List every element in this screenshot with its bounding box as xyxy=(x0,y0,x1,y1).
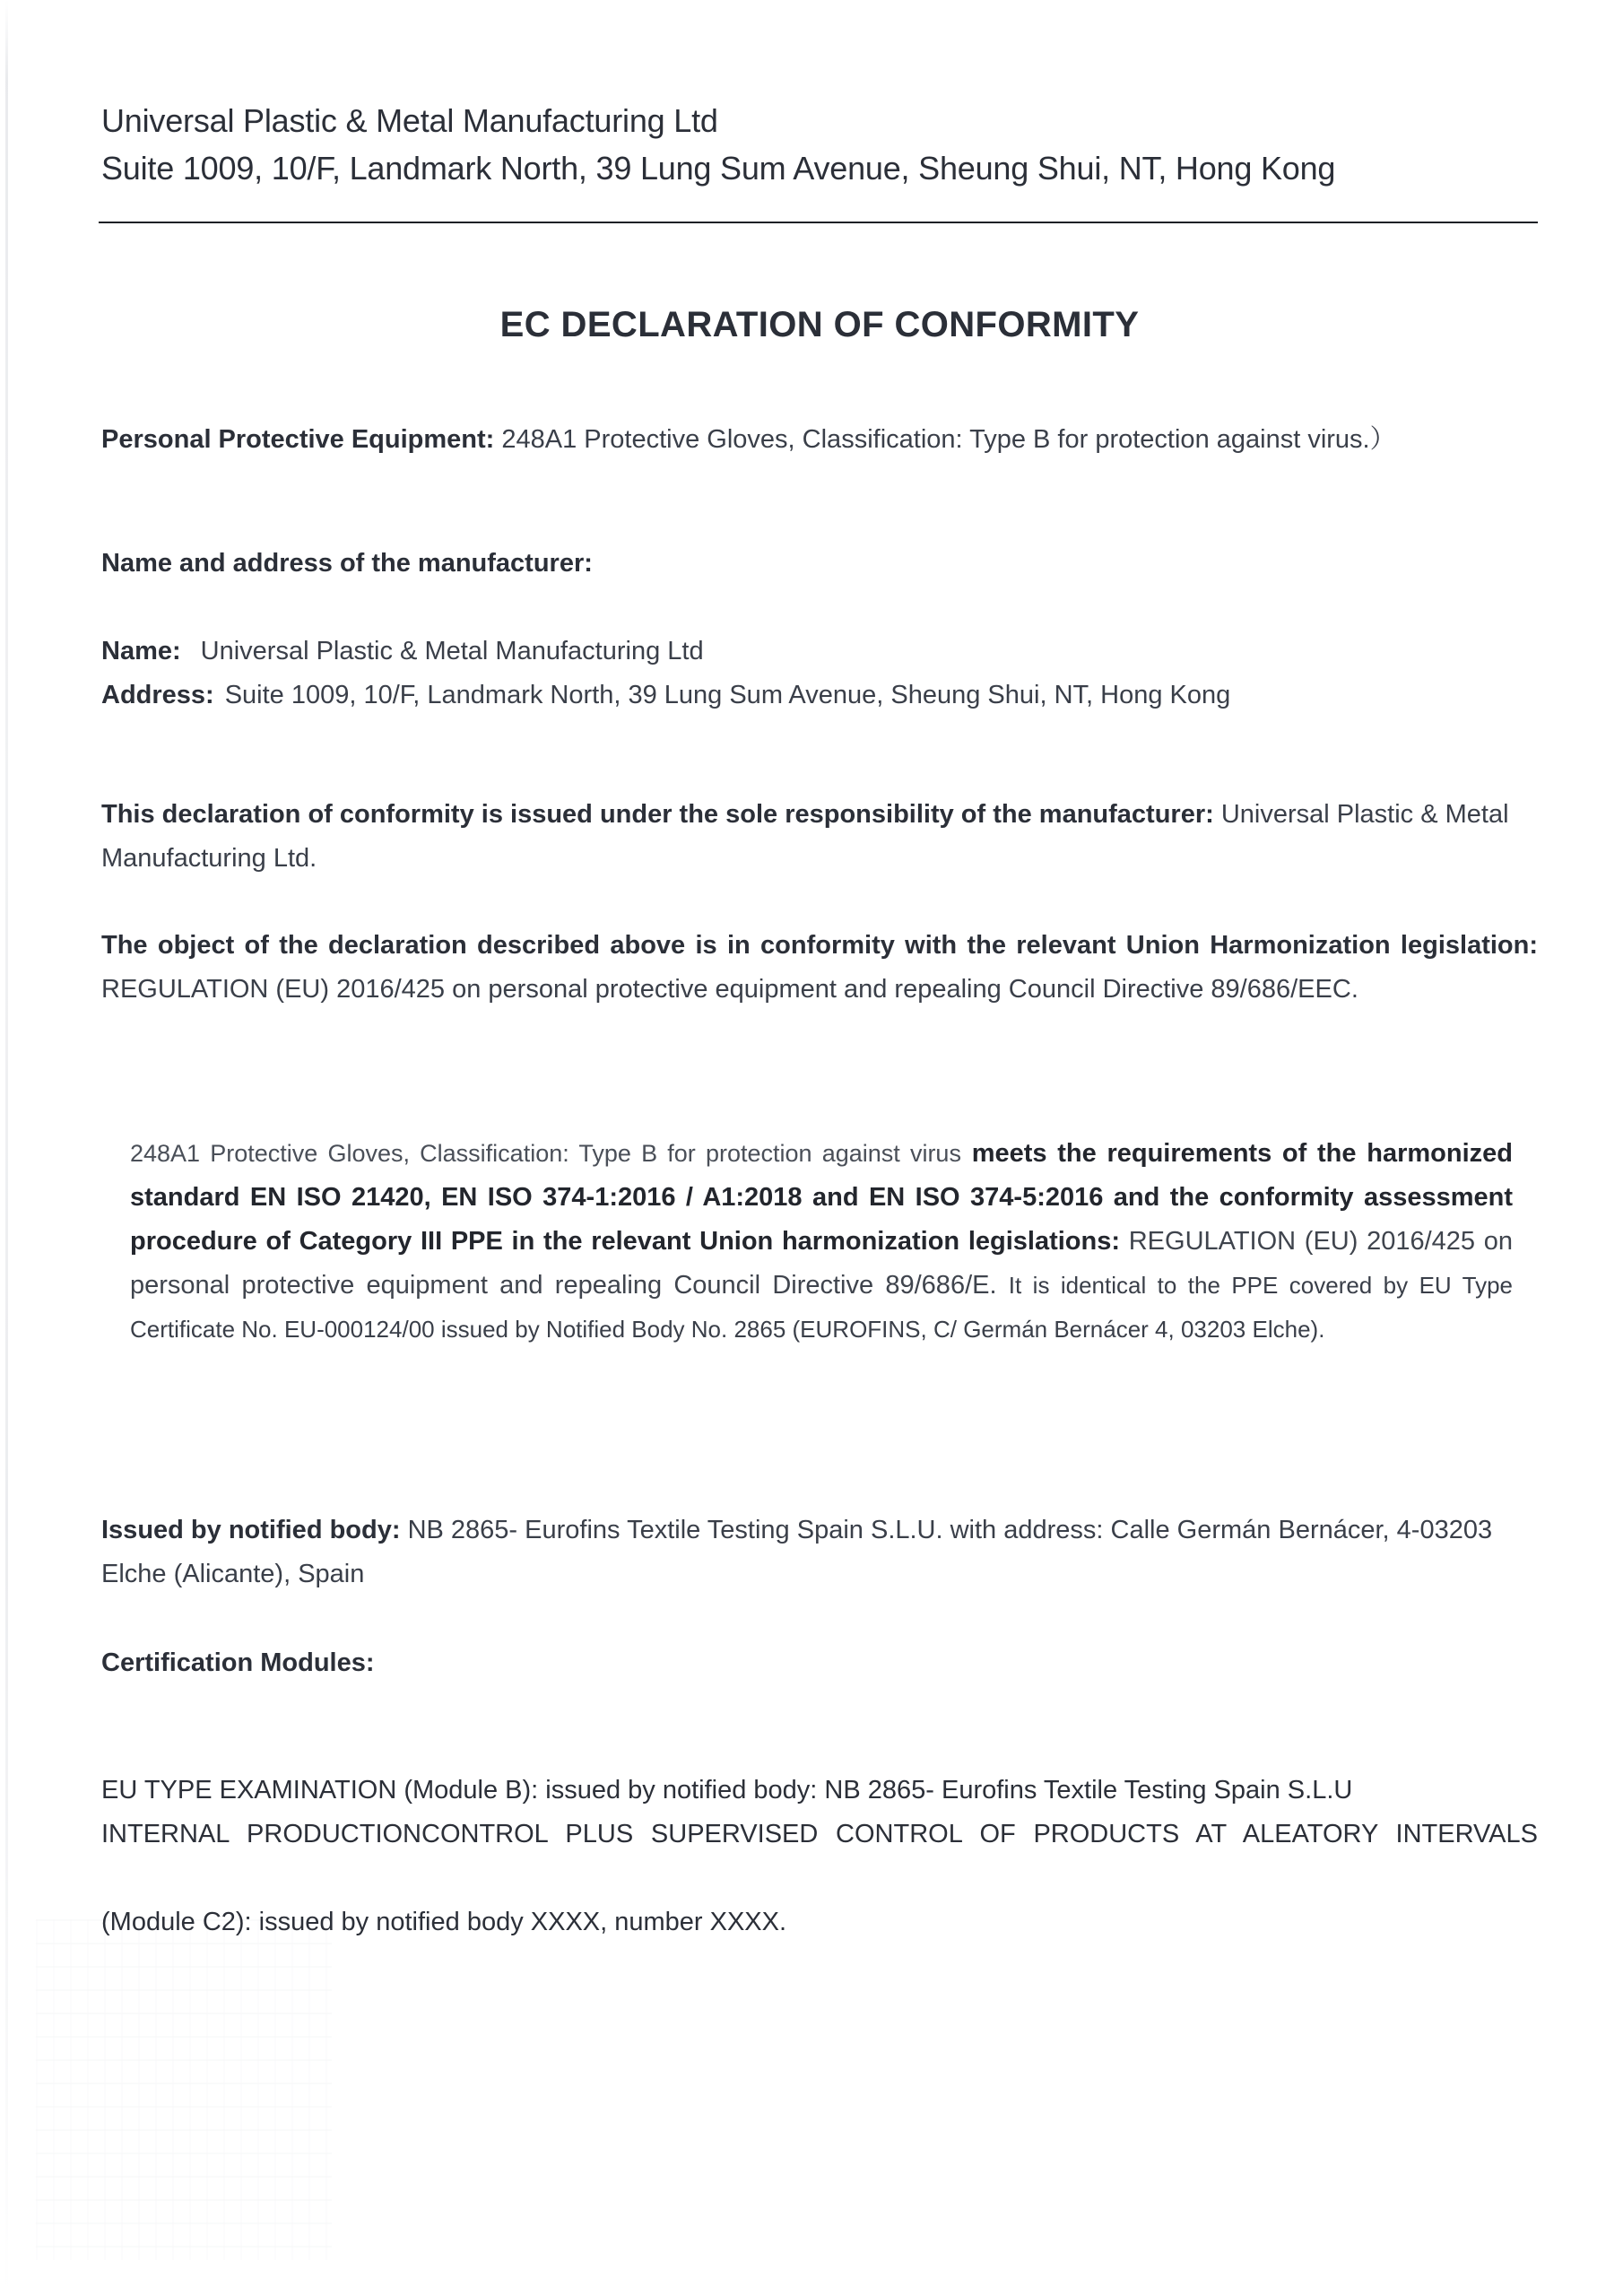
manufacturer-name-value: Universal Plastic & Metal Manufacturing Ltd xyxy=(200,637,704,665)
ppe-value: 248A1 Protective Gloves, Classification: Type B for protection against virus.） xyxy=(501,425,1396,454)
manufacturer-heading xyxy=(101,542,1538,586)
issued-by-label: Issued by notified body: xyxy=(101,1516,401,1544)
ppe-section xyxy=(101,418,1538,462)
manufacturer-address-value: Suite 1009, 10/F, Landmark North, 39 Lung Sum Avenue, Sheung Shui, NT, Hong Kong xyxy=(224,681,1231,709)
certification-modules-body xyxy=(101,1769,1538,1944)
module-c2-line: (Module C2): issued by notified body XXXX, number XXXX. xyxy=(101,1908,787,1936)
module-internal-control-line: INTERNAL PRODUCTIONCONTROL PLUS SUPERVISED CONTROL OF PRODUCTS AT ALEATORY INTERVALS xyxy=(101,1820,1538,1848)
standards-regulation: REGULATION (EU) 2016/425 on personal protective equipment and repealing Council Directive 89/686/E. xyxy=(130,1227,1513,1300)
manufacturer-address-row xyxy=(101,674,1538,718)
certification-modules-heading: Certification Modules: xyxy=(101,1648,375,1677)
scan-artifact-left-edge xyxy=(5,0,8,2296)
object-section xyxy=(101,924,1538,1012)
module-b-line: EU TYPE EXAMINATION (Module B): issued by notified body: NB 2865- Eurofins Textile Testing Spain S.L.U xyxy=(101,1776,1353,1805)
standards-product: 248A1 Protective Gloves, Classification: Type B for protection against virus xyxy=(130,1140,961,1167)
document-title: EC DECLARATION OF CONFORMITY xyxy=(499,305,1140,344)
manufacturer-address-label: Address: xyxy=(101,681,214,709)
letterhead xyxy=(101,97,1536,192)
responsibility-label: This declaration of conformity is issued under the sole responsibility of the manufacturer: xyxy=(101,800,1214,829)
letterhead-address: Suite 1009, 10/F, Landmark North, 39 Lung Sum Avenue, Sheung Shui, NT, Hong Kong xyxy=(101,150,1336,187)
standards-requirements: meets the requirements of the harmonized standard EN ISO 21420, EN ISO 374-1:2016 / A1:2018 and EN ISO 374-5:2016 and the conformity assessment procedure of Category III PPE in the relevant Union harmonization legislations: xyxy=(130,1139,1513,1256)
issued-by-section xyxy=(101,1509,1538,1596)
ppe-label: Personal Protective Equipment: xyxy=(101,425,495,454)
manufacturer-heading-label: Name and address of the manufacturer: xyxy=(101,549,593,578)
letterhead-company: Universal Plastic & Metal Manufacturing Ltd xyxy=(101,102,718,139)
scan-artifact-noise xyxy=(36,1919,332,2260)
standards-section xyxy=(130,1132,1513,1352)
manufacturer-name-row xyxy=(101,630,1538,674)
header-divider xyxy=(99,222,1538,223)
standards-certificate: It is identical to the PPE covered by EU Type Certificate No. EU-000124/00 issued by Notified Body No. 2865 (EUROFINS, C/ Germán Bernácer 4, 03203 Elche). xyxy=(130,1272,1513,1343)
responsibility-section xyxy=(101,793,1538,881)
manufacturer-details xyxy=(101,630,1538,718)
issued-by-value: NB 2865- Eurofins Textile Testing Spain S.L.U. with address: Calle Germán Bernácer, 4-03203 Elche (Alicante), Spain xyxy=(101,1516,1493,1588)
object-label: The object of the declaration described above is in conformity with the relevant Union Harmonization legislation: xyxy=(101,931,1538,960)
manufacturer-name-label: Name: xyxy=(101,637,181,665)
object-value: REGULATION (EU) 2016/425 on personal protective equipment and repealing Council Directive 89/686/EEC. xyxy=(101,975,1358,1004)
responsibility-value: Universal Plastic & Metal Manufacturing Ltd. xyxy=(101,800,1509,873)
